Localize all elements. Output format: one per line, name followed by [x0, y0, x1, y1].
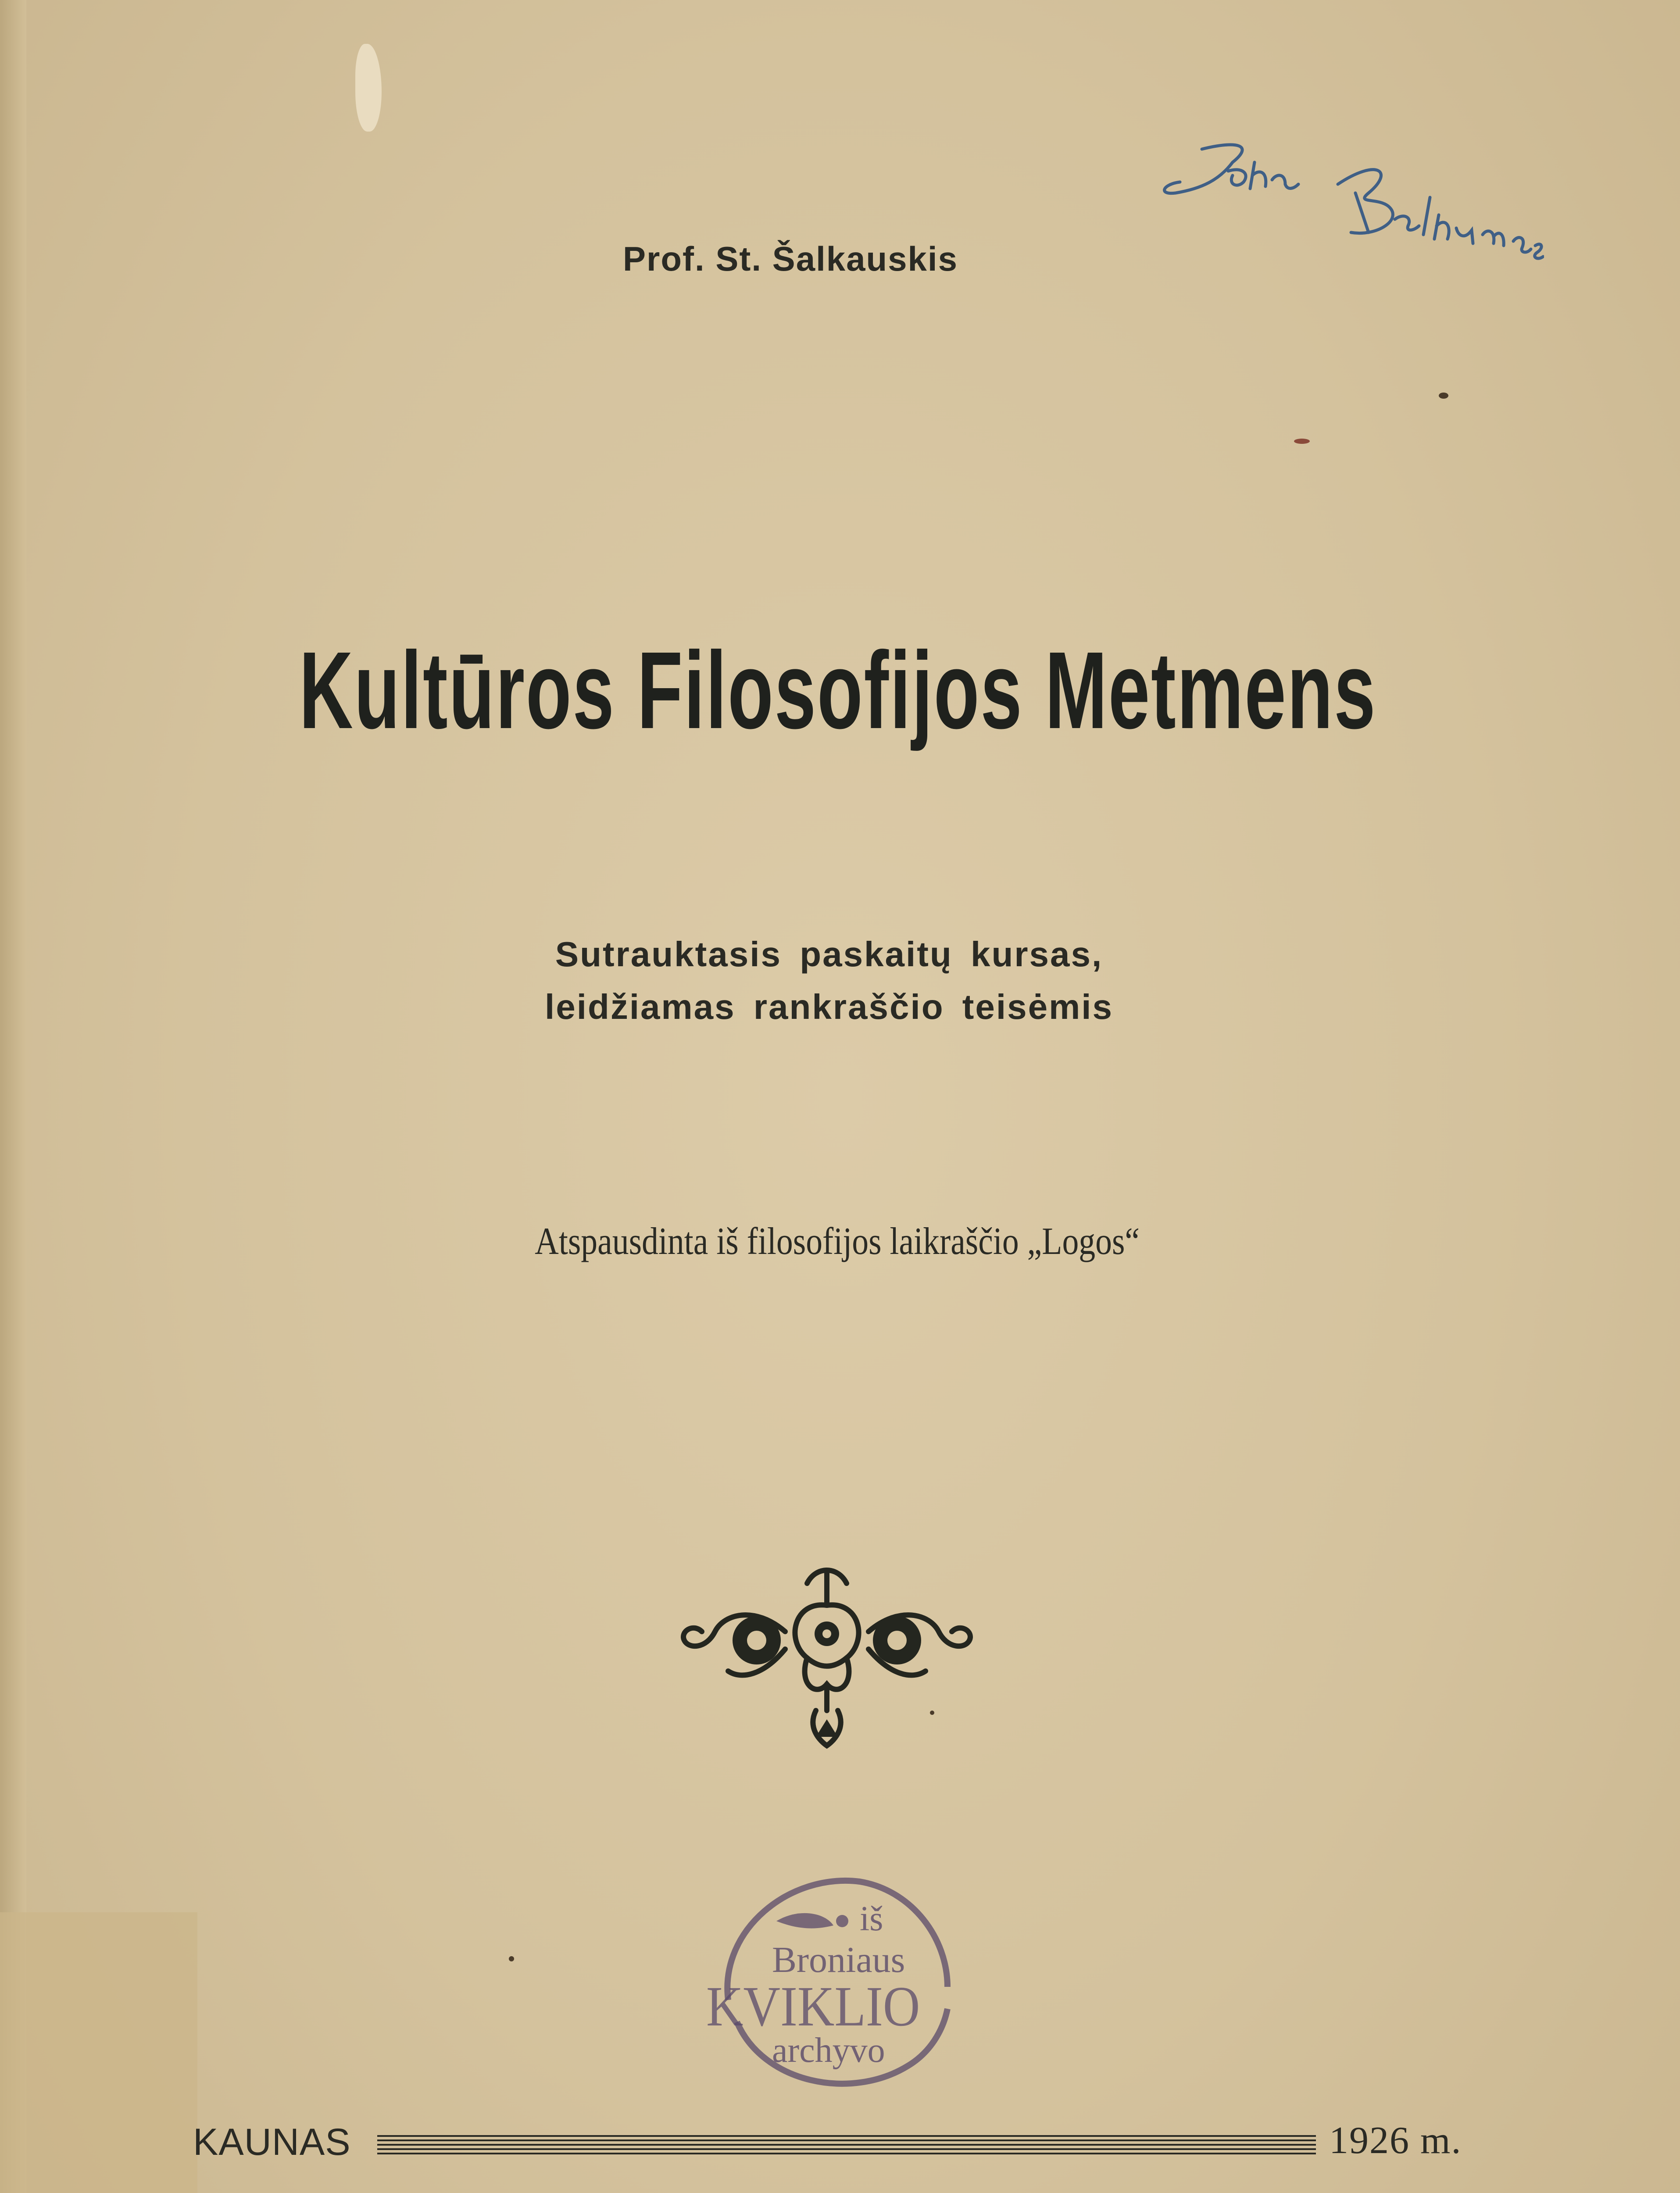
- stamp-line-2: Broniaus: [772, 1939, 905, 1980]
- paper-tear: [355, 44, 382, 132]
- paper-speck: [1439, 393, 1448, 399]
- subtitle-line-2: leidžiamas rankraščio teisėmis: [545, 987, 1113, 1026]
- paper-speck: [1294, 439, 1310, 444]
- floral-ornament-icon: [676, 1553, 978, 1754]
- paper-speck: [509, 1956, 514, 1961]
- subtitle-line-1: Sutrauktasis paskaitų kursas,: [555, 935, 1103, 974]
- paper-speck: [930, 1711, 934, 1715]
- stamp-line-1: iš: [860, 1900, 883, 1938]
- reprint-note: Atspausdinta iš filosofijos laikraščio „Logos“: [535, 1220, 1140, 1263]
- stamp-line-4: archyvo: [772, 2031, 885, 2070]
- author-name: Prof. St. Šalkauskis: [623, 239, 958, 278]
- decorative-rules: [377, 2132, 1316, 2158]
- publication-year: 1926 m.: [1329, 2119, 1462, 2162]
- book-title: Kultūros Filosofijos Metmens: [299, 629, 1377, 751]
- cover-edge: [0, 0, 26, 2193]
- owner-signature: [1149, 132, 1544, 316]
- paper-stain: [0, 1912, 197, 2193]
- publication-place: KAUNAS: [193, 2121, 351, 2163]
- stamp-line-3: KVIKLIO: [706, 1975, 920, 2038]
